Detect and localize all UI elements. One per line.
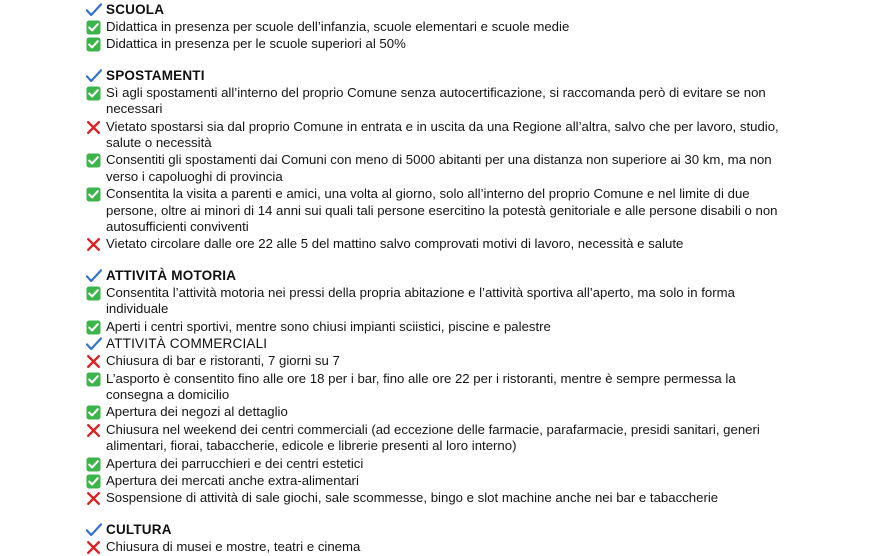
section-heading — [86, 68, 793, 84]
list-item — [86, 119, 793, 152]
red-cross-icon — [86, 120, 105, 136]
list-item-text: Chiusura nel weekend dei centri commerciali (ad eccezione delle farmacie, parafarmacie, presidi sanitari, generi alimentari, fiorai, tabaccherie, edicole e librerie presenti al loro interno) — [106, 421, 760, 454]
green-check-icon — [86, 153, 105, 169]
list-item-text: Chiusura di bar e ristoranti, 7 giorni su 7 — [106, 353, 340, 369]
list-item-text: Sì agli spostamenti all’interno del proprio Comune senza autocertificazione, si raccomanda però di evitare se non necessari — [106, 84, 766, 117]
blue-check-icon — [86, 3, 105, 19]
list-item — [86, 36, 793, 52]
green-check-icon — [86, 405, 105, 421]
section-heading — [86, 522, 793, 538]
red-cross-icon — [86, 491, 105, 507]
list-item-text: Apertura dei parrucchieri e dei centri estetici — [106, 455, 364, 471]
list-item-text: Aperti i centri sportivi, mentre sono chiusi impianti sciistici, piscine e palestre — [106, 318, 551, 334]
green-check-icon — [86, 86, 105, 102]
green-check-icon — [86, 457, 105, 473]
list-item — [86, 285, 793, 318]
blue-check-icon — [86, 69, 105, 85]
green-check-icon — [86, 37, 105, 53]
green-check-icon — [86, 286, 105, 302]
red-cross-icon — [86, 423, 105, 439]
section-heading-label: SPOSTAMENTI — [106, 67, 205, 83]
green-check-icon — [86, 20, 105, 36]
list-item — [86, 422, 793, 455]
section-heading — [86, 2, 793, 18]
list-item-text: Sospensione di attività di sale giochi, sale scommesse, bingo e slot machine anche nei bar e tabaccherie — [106, 490, 719, 506]
list-item — [86, 353, 793, 369]
list-item-text: Consentita l’attività motoria nei pressi della propria abitazione e l’attività sportiva all’aperto, ma solo in forma individuale — [106, 284, 735, 317]
document-section — [86, 522, 793, 555]
list-item — [86, 371, 793, 404]
list-item-text: Apertura dei mercati anche extra-alimentari — [106, 472, 359, 488]
list-item — [86, 19, 793, 35]
list-item-text: Vietato circolare dalle ore 22 alle 5 del mattino salvo comprovati motivi di lavoro, necessità e salute — [106, 236, 684, 252]
green-check-icon — [86, 474, 105, 490]
blue-check-icon — [86, 523, 105, 539]
list-item-text: L’asporto è consentito fino alle ore 18 per i bar, fino alle ore 22 per i ristoranti, mentre è sempre permessa la consegna a domicilio — [106, 370, 736, 402]
section-heading-label: ATTIVITÀ COMMERCIALI — [106, 336, 268, 352]
section-heading-label: CULTURA — [106, 521, 172, 537]
document-section — [86, 268, 793, 335]
list-item-text: Apertura dei negozi al dettaglio — [106, 404, 288, 420]
blue-check-icon — [86, 337, 105, 353]
list-item-text: Didattica in presenza per le scuole superiori al 50% — [106, 36, 406, 52]
list-item — [86, 85, 793, 118]
list-item — [86, 236, 793, 252]
document-section — [86, 336, 793, 507]
list-item — [86, 186, 793, 235]
list-item — [86, 490, 793, 506]
green-check-icon — [86, 320, 105, 336]
list-item — [86, 473, 793, 489]
document-section — [86, 2, 793, 53]
list-item-text: Vietato spostarsi sia dal proprio Comune in entrata e in uscita da una Regione all’altra, salvo che per lavoro, studio, salute o necessità — [106, 118, 779, 151]
list-item-text: Consentita la visita a parenti e amici, una volta al giorno, solo all’interno del proprio Comune e nel limite di due persone, oltre ai minori di 14 anni sui quali tali persone esercitino la potestà genitoriale e alle persone disabili o non autosufficienti conviventi — [106, 186, 778, 235]
green-check-icon — [86, 187, 105, 203]
list-item-text: Didattica in presenza per scuole dell’infanzia, scuole elementari e scuole medie — [106, 19, 570, 34]
green-check-icon — [86, 372, 105, 388]
red-cross-icon — [86, 540, 105, 556]
blue-check-icon — [86, 269, 105, 285]
red-cross-icon — [86, 354, 105, 370]
list-item — [86, 539, 793, 555]
list-item — [86, 319, 793, 335]
list-item — [86, 456, 793, 472]
section-spacer — [86, 508, 793, 522]
section-heading-label: ATTIVITÀ MOTORIA — [106, 267, 237, 283]
red-cross-icon — [86, 237, 105, 253]
section-heading — [86, 336, 793, 352]
section-spacer — [86, 54, 793, 68]
section-heading — [86, 268, 793, 284]
list-item — [86, 152, 793, 185]
document-section — [86, 68, 793, 253]
list-item-text: Chiusura di musei e mostre, teatri e cinema — [106, 538, 361, 554]
section-spacer — [86, 254, 793, 268]
document-content — [86, 2, 793, 555]
section-heading-label: SCUOLA — [106, 2, 165, 17]
list-item — [86, 404, 793, 420]
list-item-text: Consentiti gli spostamenti dai Comuni con meno di 5000 abitanti per una distanza non superiore ai 30 km, ma non verso i capoluoghi di provincia — [106, 152, 772, 184]
